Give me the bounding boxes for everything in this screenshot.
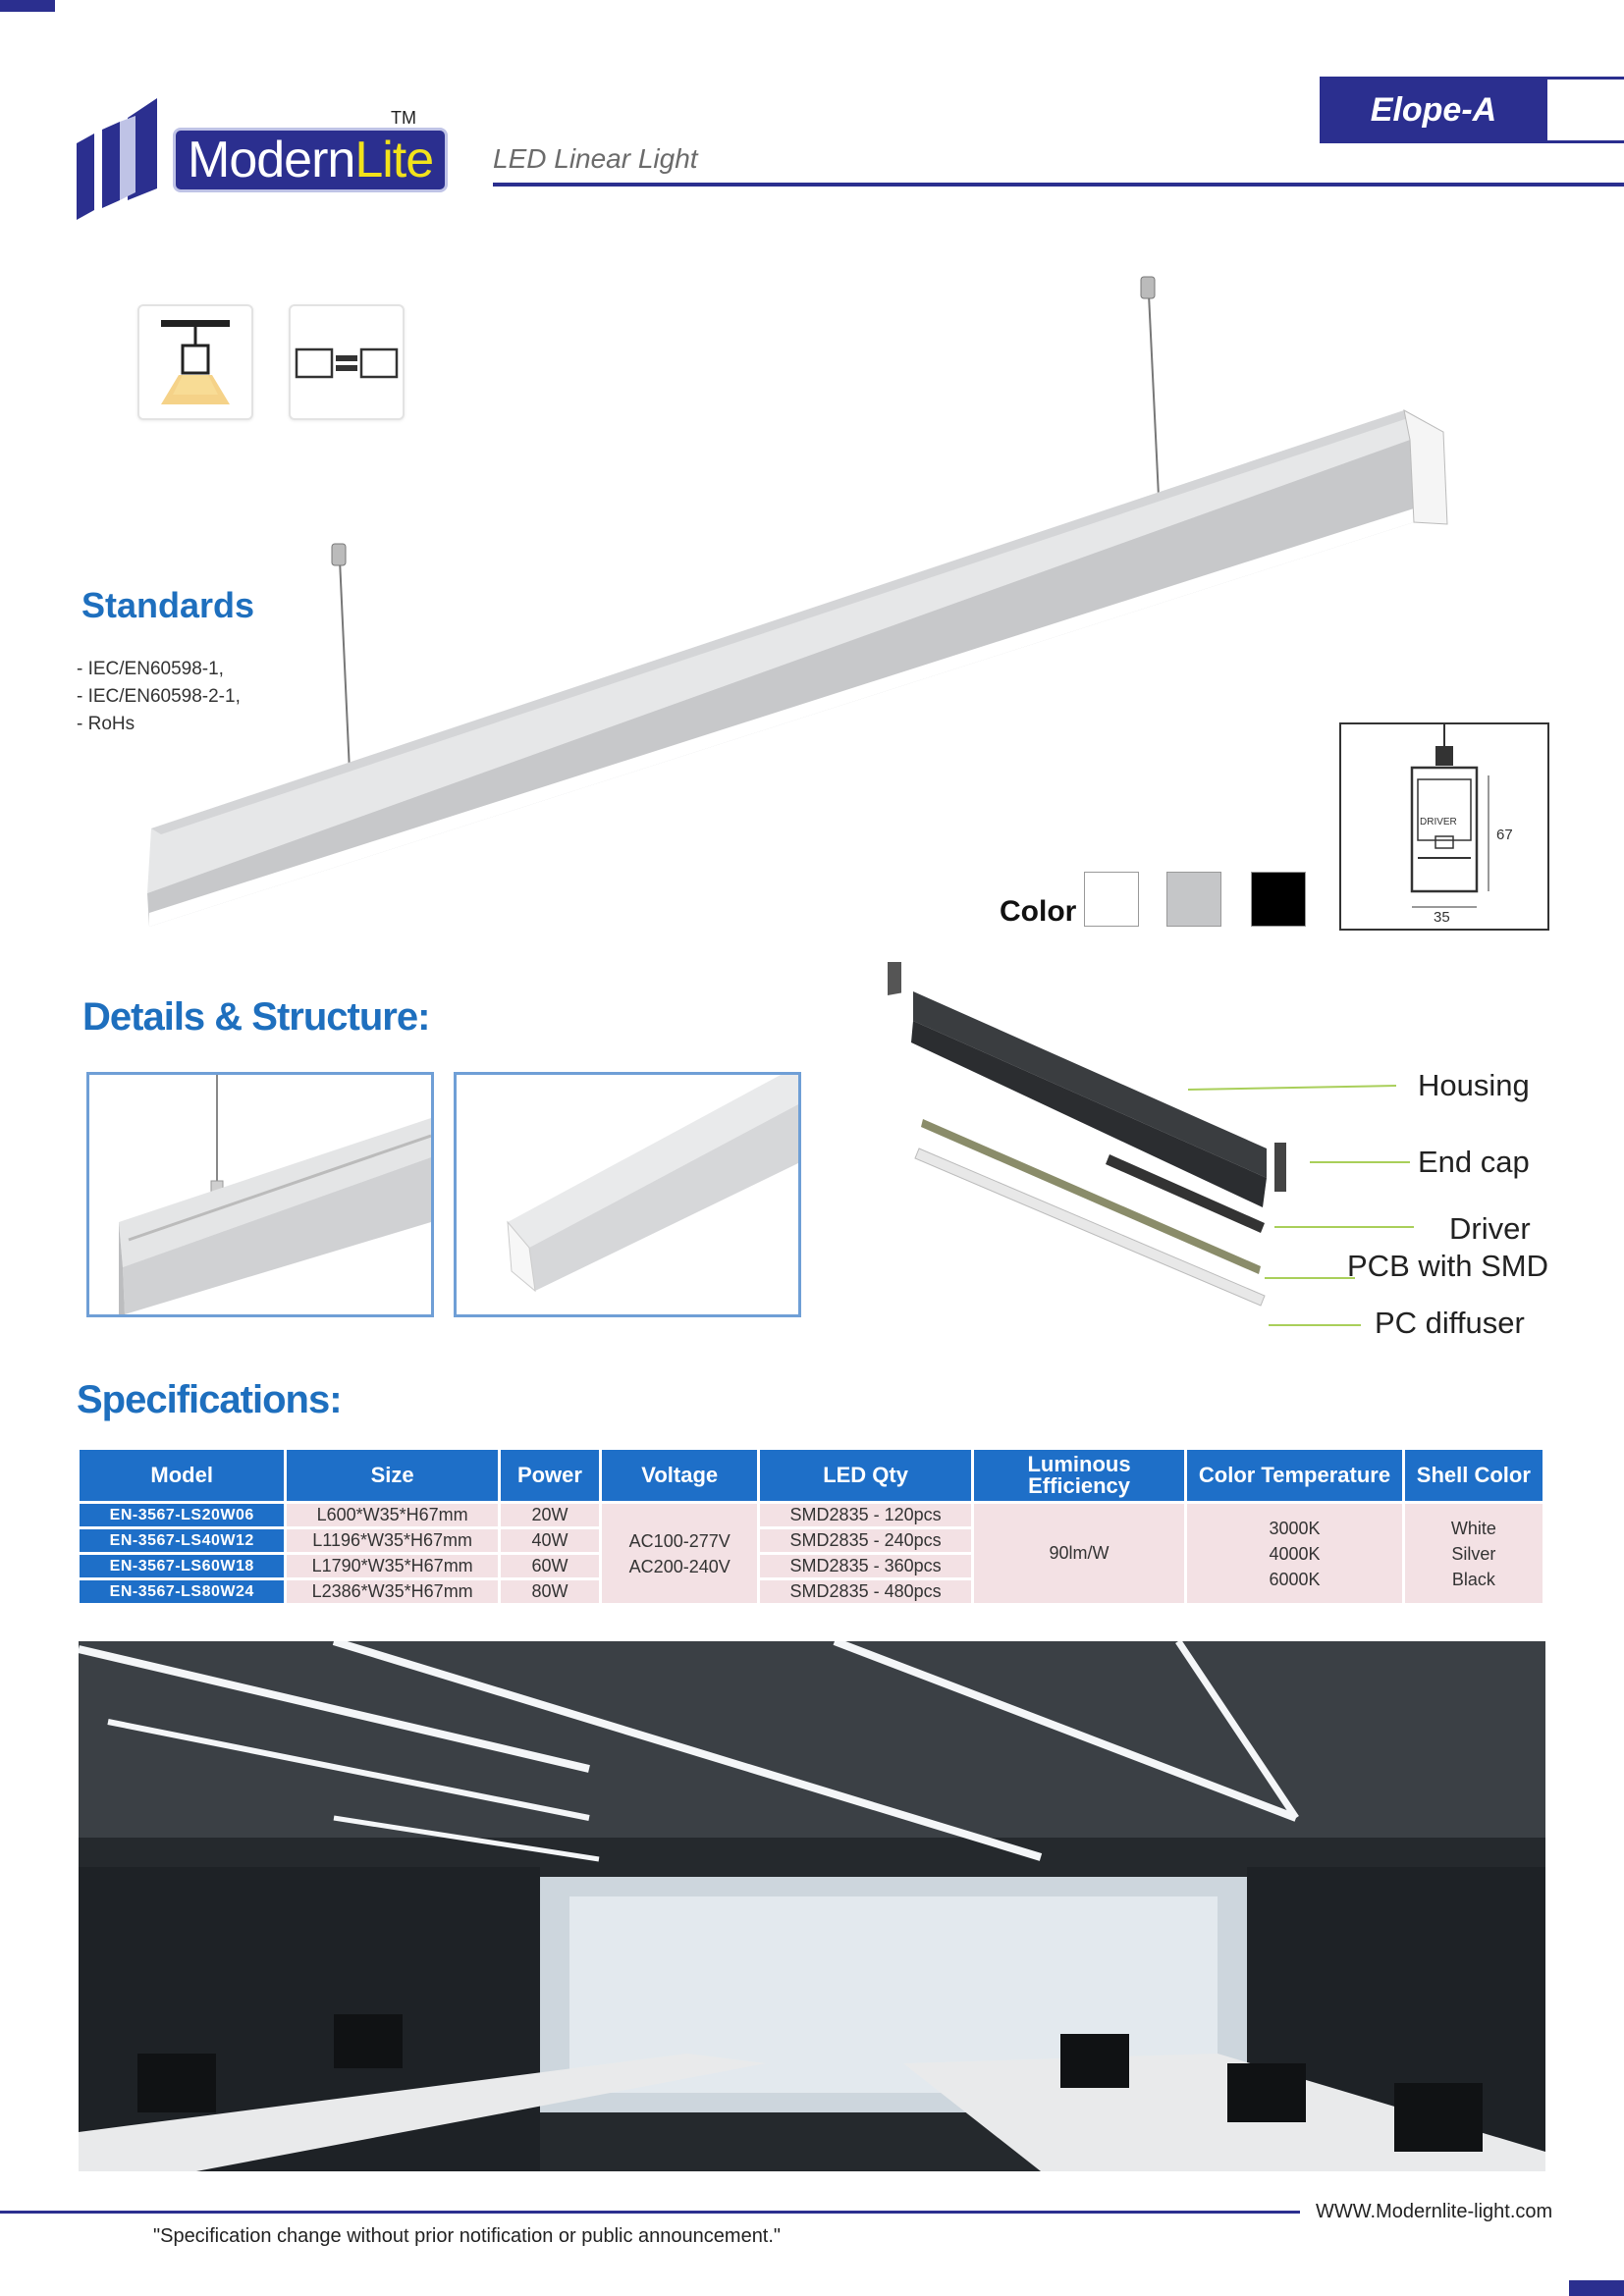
color-label: Color — [1000, 895, 1077, 928]
standard-item: - RoHs — [77, 714, 135, 734]
model-tab: Elope-A — [1320, 77, 1547, 143]
cell-size: L1196*W35*H67mm — [287, 1529, 497, 1552]
header-shell-color: Shell Color — [1405, 1450, 1543, 1501]
driver-text: DRIVER — [1420, 817, 1457, 828]
cell-model: EN-3567-LS20W06 — [80, 1504, 284, 1526]
label-diffuser: PC diffuser — [1375, 1306, 1525, 1340]
details-title: Details & Structure: — [82, 995, 430, 1039]
cell-model: EN-3567-LS80W24 — [80, 1580, 284, 1603]
trademark-mark: TM — [391, 108, 416, 128]
logo-text-lite: Lite — [354, 132, 434, 188]
detail-photo-suspension — [86, 1072, 434, 1317]
specifications-table — [77, 1447, 1545, 1606]
standards-list — [77, 656, 241, 738]
detail-photo-endcap — [454, 1072, 801, 1317]
cell-shell-color — [1405, 1504, 1543, 1603]
shell-value: Silver — [1451, 1543, 1496, 1564]
cell-model: EN-3567-LS60W18 — [80, 1555, 284, 1577]
table-header-row — [80, 1450, 1543, 1501]
color-swatch-black — [1251, 872, 1306, 927]
cell-power: 60W — [501, 1555, 599, 1577]
footer-rule — [0, 2211, 1300, 2214]
height-dimension: 67 — [1496, 827, 1513, 843]
cell-led-qty: SMD2835 - 480pcs — [760, 1580, 970, 1603]
header-luminous-efficiency: Luminous Efficiency — [974, 1450, 1184, 1501]
header-model: Model — [80, 1450, 284, 1501]
standard-item: - IEC/EN60598-2-1, — [77, 686, 241, 707]
color-swatch-silver — [1166, 872, 1221, 927]
product-line: LED Linear Light — [493, 143, 698, 174]
cell-power: 40W — [501, 1529, 599, 1552]
voltage-line: AC100-277V — [628, 1530, 731, 1551]
cct-value: 6000K — [1269, 1569, 1321, 1589]
cell-led-qty: SMD2835 - 360pcs — [760, 1555, 970, 1577]
label-housing: Housing — [1418, 1068, 1530, 1102]
cell-model: EN-3567-LS40W12 — [80, 1529, 284, 1552]
voltage-line: AC200-240V — [628, 1556, 731, 1576]
specifications-title: Specifications: — [77, 1378, 342, 1421]
header-rule — [493, 183, 1624, 187]
model-tab-outline — [1547, 77, 1624, 143]
cell-size: L600*W35*H67mm — [287, 1504, 497, 1526]
cell-led-qty: SMD2835 - 120pcs — [760, 1504, 970, 1526]
logo-wordmark — [173, 128, 448, 192]
cct-value: 3000K — [1269, 1518, 1321, 1538]
brand-logo — [77, 94, 434, 222]
header-led-qty: LED Qty — [760, 1450, 970, 1501]
header-color-temperature: Color Temperature — [1187, 1450, 1401, 1501]
color-swatch-white — [1084, 872, 1139, 927]
corner-accent-top — [0, 0, 55, 12]
part-leader-lines — [1178, 1070, 1414, 1345]
standards-title: Standards — [81, 585, 255, 625]
cell-efficiency: 90lm/W — [974, 1504, 1184, 1603]
label-pcb: PCB with SMD — [1347, 1249, 1548, 1283]
label-driver: Driver — [1449, 1211, 1531, 1246]
cell-voltage — [602, 1504, 757, 1603]
label-end-cap: End cap — [1418, 1145, 1530, 1179]
footer-website: WWW.Modernlite-light.com — [1316, 2201, 1553, 2222]
cell-size: L2386*W35*H67mm — [287, 1580, 497, 1603]
table-row — [80, 1504, 1543, 1526]
cell-power: 80W — [501, 1580, 599, 1603]
corner-accent-bottom — [1569, 2280, 1624, 2296]
cell-led-qty: SMD2835 - 240pcs — [760, 1529, 970, 1552]
cell-color-temperature — [1187, 1504, 1401, 1603]
header-power: Power — [501, 1450, 599, 1501]
cell-size: L1790*W35*H67mm — [287, 1555, 497, 1577]
logo-text-modern: Modern — [188, 132, 355, 188]
header-voltage: Voltage — [602, 1450, 757, 1501]
cross-section-drawing — [1339, 722, 1549, 931]
shell-value: Black — [1451, 1569, 1495, 1589]
cell-power: 20W — [501, 1504, 599, 1526]
header-size: Size — [287, 1450, 497, 1501]
cct-value: 4000K — [1269, 1543, 1321, 1564]
hero-product-image — [137, 265, 1473, 952]
shell-value: White — [1450, 1518, 1496, 1538]
standard-item: - IEC/EN60598-1, — [77, 659, 224, 679]
application-photo — [79, 1641, 1545, 2171]
width-dimension: 35 — [1434, 909, 1450, 926]
logo-mark-icon — [77, 94, 175, 222]
footer-disclaimer: "Specification change without prior notification or public announcement." — [153, 2225, 782, 2247]
